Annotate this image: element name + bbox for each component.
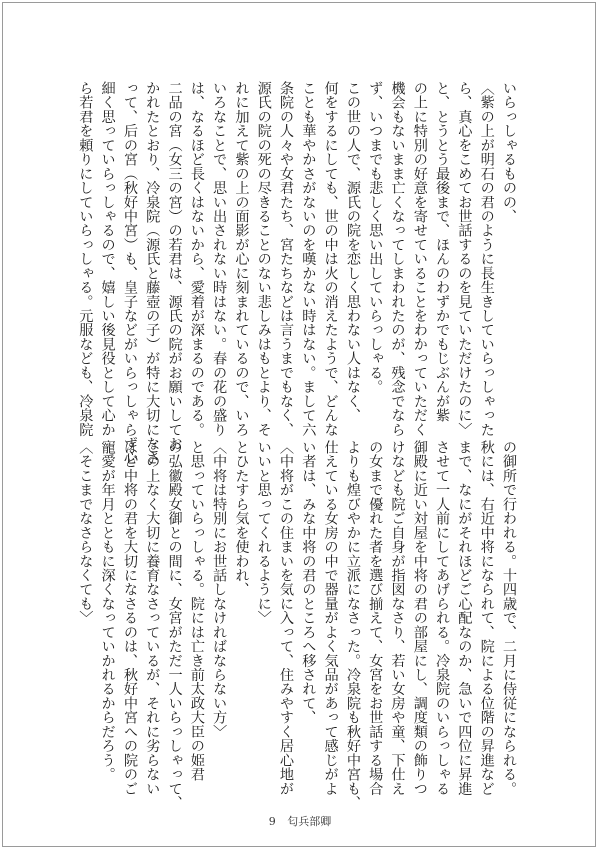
- text-line: 寵愛が年月とともに深くなっていかれるからだろう。: [99, 440, 116, 782]
- text-line: 何をするにしても、世の中は火の消えたようで、どんな: [322, 81, 339, 437]
- text-line: いろなことで、思い出されない時はない。春の花の盛り: [211, 81, 228, 437]
- text-line: 〈紫の上が明石の君のように長生きしていらっしゃった: [478, 81, 495, 437]
- text-line: 仕えている女房の中で器量がよく気品があって感じがよ: [322, 440, 339, 796]
- lower-text-block: [77, 440, 520, 810]
- page-number: 9: [268, 815, 276, 828]
- text-line: いいと思ってくれるように〉: [255, 440, 272, 625]
- text-line: 条院の人々や女君たち、宮たちなどは言うまでもなく、: [278, 81, 295, 437]
- text-line: と思っていらっしゃる。院には亡き前太政大臣の姫君: [188, 440, 205, 782]
- upper-text-block: [77, 81, 520, 465]
- text-line: いらっしゃるものの、: [501, 81, 517, 224]
- text-line: よりも煌びやかに立派になさった。冷泉院も秋好中宮も、: [344, 440, 361, 810]
- text-line: けなども院ご自身が指図なさり、若い女房や童、下仕え: [389, 440, 406, 796]
- page-footer: [0, 813, 600, 829]
- text-line: 源氏の院の死の尽きることのない悲しみはもとより、そ: [255, 81, 272, 437]
- text-line: って、后の宮（秋好中宮）も、皇子などがいらっしゃらず心: [121, 81, 138, 465]
- text-line: ら、真心をこめてお世話するのを見ていただけたのに〉: [456, 81, 473, 437]
- text-line: この上なく大切に養育なさっているが、それに劣らない: [144, 440, 161, 796]
- text-line: と、とうとう最後まで、ほんのわずかでもじぶんが紫: [434, 81, 451, 423]
- text-line: 二品の宮（女三の宮）の若君は、源氏の院がお願いしてお: [166, 81, 183, 451]
- text-line: い者は、みな中将の君のところへ移されて、: [300, 440, 317, 725]
- text-line: まで、なにがそれほどご心配なのか、急いで四位に昇進: [456, 440, 473, 796]
- text-line: の御所で行われる。十四歳で、二月に侍従になられる。: [501, 440, 517, 796]
- text-line: 秋には、右近中将になられて、院による位階の昇進など: [478, 440, 495, 796]
- text-line: 細く思っていらっしゃるので、嬉しい後見役として心か: [99, 81, 116, 437]
- text-line: ことも華やかさがないのを嘆かない時はない。まして六: [300, 81, 317, 437]
- text-line: 御殿に近い対屋を中将の君の部屋にし、調度類の飾りつ: [411, 440, 428, 796]
- running-title: 匂兵部卿: [287, 815, 332, 828]
- text-line: の弘徽殿女御との間に、女宮がただ一人いらっしゃって、: [166, 440, 183, 810]
- text-line: 〈中将は特別にお世話しなければならない方〉: [211, 440, 228, 739]
- text-line: させて一人前にしてあげられる。冷泉院のいらっしゃる: [434, 440, 451, 796]
- text-line: は、なるほど長くはないから、愛着が深まるのである。: [188, 81, 205, 437]
- text-line: の上に特別の好意を寄せていることをわかっていただく: [411, 81, 428, 437]
- text-line: ず、いつまでも悲しく思い出していらっしゃる。: [367, 81, 384, 394]
- text-line: の女まで優れた者を選び揃えて、女宮をお世話する場合: [367, 440, 384, 796]
- text-line: この世の人で、源氏の院を恋しく思わない人はなく、: [344, 81, 361, 423]
- text-line: ほど中将の君を大切になさるのは、秋好中宮への院のご: [121, 440, 138, 796]
- text-line: 〈そこまでなさらなくても〉: [77, 440, 94, 625]
- text-line: とひたすら気を使われ、: [233, 440, 250, 597]
- text-line: 〈中将がこの住まいを気に入って、住みやすく居心地が: [278, 440, 295, 796]
- text-line: かれたとおり、冷泉院（源氏と藤壺の子）が特に大切になさ: [144, 81, 161, 465]
- text-line: れに加えて紫の上の面影が心に刻まれているので、いろ: [233, 81, 250, 437]
- text-line: 機会もないまま亡くなってしまわれたのが、残念でなら: [389, 81, 406, 437]
- text-line: ら若君を頼りにしていらっしゃる。元服なども、冷泉院: [77, 81, 94, 437]
